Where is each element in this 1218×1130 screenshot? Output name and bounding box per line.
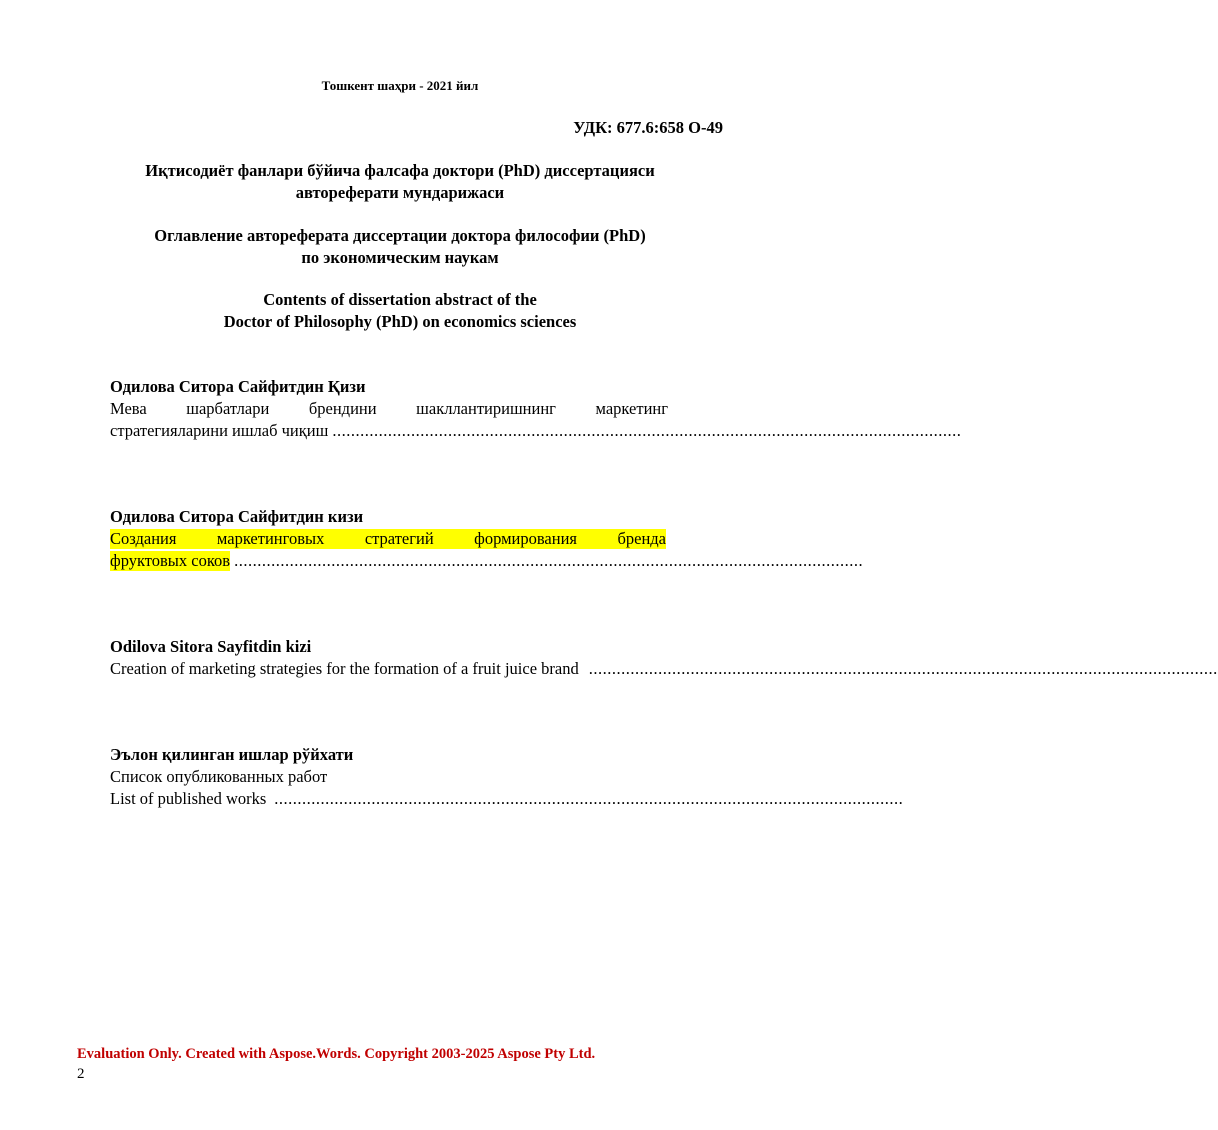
entry-en-title-text: Creation of marketing strategies for the formation of a fruit juice brand: [110, 659, 579, 678]
dot-leader: ........................................................................................................................................: [274, 789, 904, 808]
publications-ru: Список опубликованных работ: [110, 767, 328, 786]
dot-leader: ........................................................................................................................................: [332, 421, 962, 440]
entry-en-title[interactable]: [110, 659, 1218, 679]
entry-uz-author: Одилова Ситора Сайфитдин Қизи: [110, 377, 366, 396]
title-en-line2: Doctor of Philosophy (PhD) on economics sciences: [223, 312, 577, 331]
evaluation-watermark: Evaluation Only. Created with Aspose.Words. Copyright 2003-2025 Aspose Pty Ltd.: [77, 1046, 596, 1062]
publications-uz: Эълон қилинган ишлар рўйхати: [110, 745, 354, 764]
dot-leader: ........................................................................................................................................: [588, 659, 1218, 678]
title-uz-line1: Иқтисодиёт фанлари бўйича фалсафа доктори (PhD) диссертацияси: [145, 161, 655, 180]
entry-ru-title-line1[interactable]: Создания маркетинговых стратегий формирования бренда: [110, 529, 666, 548]
title-uz-line2: автореферати мундарижаси: [295, 183, 505, 202]
entry-uz-title-line2[interactable]: [110, 421, 962, 441]
title-en-line1: Contents of dissertation abstract of the: [263, 290, 537, 309]
entry-ru-author: Одилова Ситора Сайфитдин кизи: [110, 507, 364, 526]
publications-en[interactable]: [110, 789, 904, 809]
entry-ru-title-line2[interactable]: [110, 551, 864, 571]
entry-uz-title-line1[interactable]: Мева шарбатлари брендини шакллантиришнинг маркетинг: [110, 399, 668, 418]
udc-code: УДК: 677.6:658 О-49: [573, 118, 723, 137]
dot-leader: ........................................................................................................................................: [234, 551, 864, 570]
publications-en-text: List of published works: [110, 789, 267, 808]
page-number: 2: [77, 1066, 85, 1082]
title-ru-line1: Оглавление автореферата диссертации доктора философии (PhD): [154, 226, 646, 245]
entry-uz-title-line2-text: стратегияларини ишлаб чиқиш: [110, 421, 329, 440]
entry-en-author: Odilova Sitora Sayfitdin kizi: [110, 637, 312, 656]
entry-ru-title-line2-text: фруктовых соков: [110, 551, 231, 570]
city-year: Тошкент шаҳри - 2021 йил: [321, 78, 479, 93]
title-ru-line2: по экономическим наукам: [301, 248, 499, 267]
